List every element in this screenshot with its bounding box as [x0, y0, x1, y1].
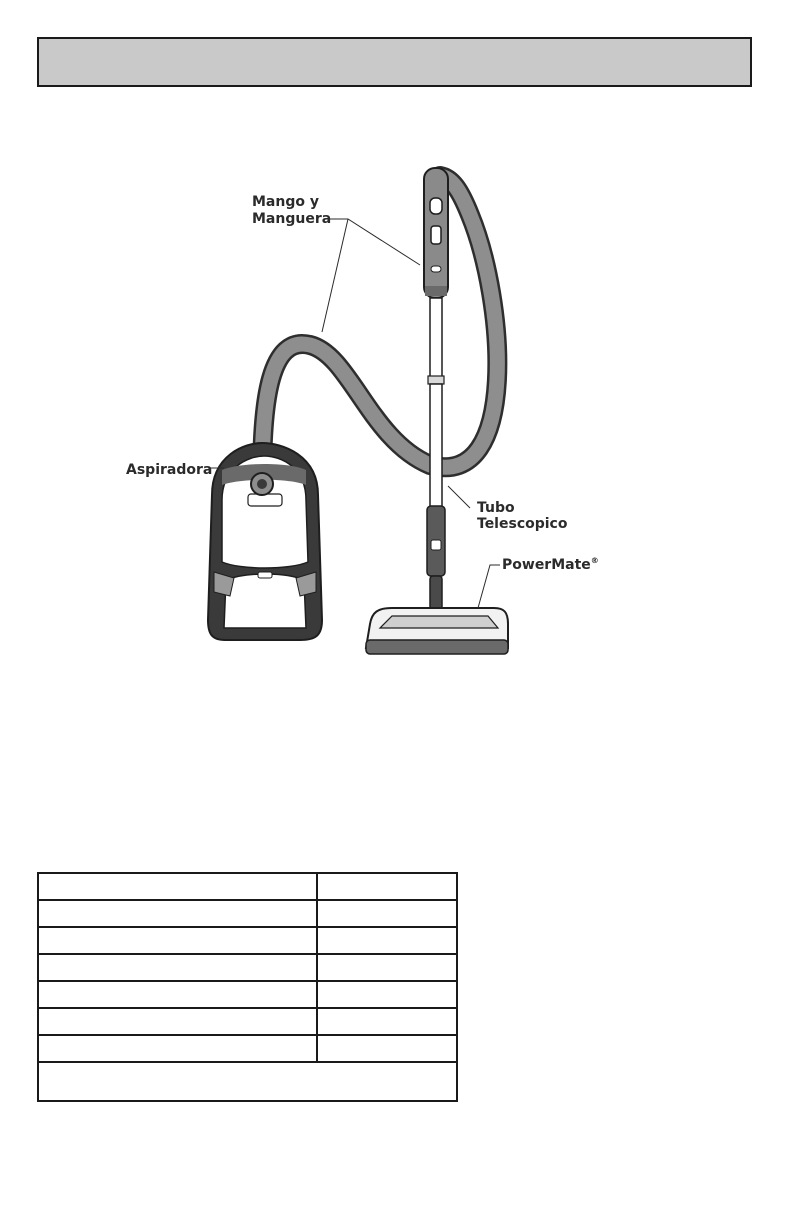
vacuum-diagram — [0, 150, 792, 670]
spec-name-cell — [38, 1008, 317, 1035]
spec-value-cell — [317, 981, 457, 1008]
label-handle-hose-line2: Manguera — [252, 211, 332, 227]
spec-value-cell — [317, 1035, 457, 1062]
specifications-table — [37, 872, 458, 1102]
table-row — [38, 1035, 457, 1062]
section-title-bar — [37, 37, 752, 87]
spec-name-cell — [38, 873, 317, 900]
canister — [208, 443, 322, 640]
label-handle-hose-line1: Mango y — [252, 194, 319, 210]
spec-name-cell — [38, 954, 317, 981]
registered-mark: ® — [590, 556, 599, 565]
spec-value-cell — [317, 954, 457, 981]
label-wand-line2: Telescopico — [477, 516, 568, 532]
label-wand-line1: Tubo — [477, 500, 515, 516]
spec-name-cell — [38, 900, 317, 927]
table-row — [38, 1008, 457, 1035]
table-row — [38, 900, 457, 927]
table-footer-row — [38, 1062, 457, 1101]
spec-value-cell — [317, 1008, 457, 1035]
table-row — [38, 954, 457, 981]
spec-name-cell — [38, 927, 317, 954]
table-row — [38, 873, 457, 900]
spec-value-cell — [317, 927, 457, 954]
spec-value-cell — [317, 873, 457, 900]
spec-name-cell — [38, 981, 317, 1008]
table-row — [38, 927, 457, 954]
powermate-head — [366, 608, 508, 654]
telescopic-wand — [427, 298, 445, 612]
table-row — [38, 981, 457, 1008]
spec-name-cell — [38, 1035, 317, 1062]
spec-value-cell — [317, 900, 457, 927]
handle — [424, 168, 448, 298]
table-footer-cell — [38, 1062, 457, 1101]
label-canister: Aspiradora — [126, 462, 213, 478]
label-powermate: PowerMate® — [502, 556, 599, 573]
